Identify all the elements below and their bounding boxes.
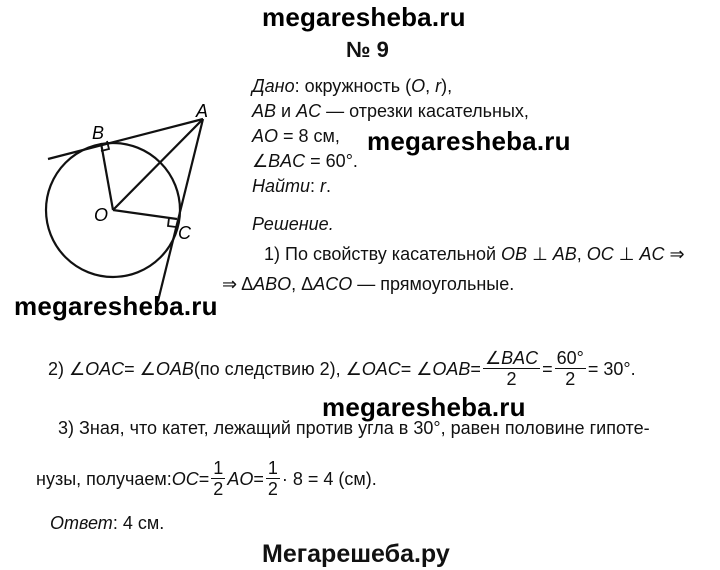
comma: , <box>576 244 587 264</box>
answer-label: Ответ <box>50 513 113 533</box>
step-3-line-1: 3) Зная, что катет, лежащий против угла в 30°, равен половине гипоте- <box>58 418 650 438</box>
var-oac: OAC <box>85 358 125 379</box>
denominator: 2 <box>267 479 278 499</box>
find-var: r <box>320 176 327 196</box>
var-ao: AO <box>252 126 279 146</box>
label-b: B <box>92 123 105 143</box>
numerator: 1 <box>267 458 278 478</box>
angle-symbol: ∠ <box>252 151 269 171</box>
var-ao: AO <box>227 468 254 489</box>
close-paren: ), <box>441 76 453 96</box>
numerator: 1 <box>213 458 224 478</box>
given-text: : окружность ( <box>294 76 412 96</box>
watermark-lower: megaresheba.ru <box>322 392 526 422</box>
given-line-2 <box>252 100 529 122</box>
result: = 30°. <box>587 358 636 379</box>
answer-line <box>50 512 164 534</box>
var-oc: OC <box>586 244 614 264</box>
step1-text: 1) По свойству касательной <box>264 244 502 264</box>
var-oac: OAC <box>361 358 401 379</box>
numerator: ∠BAC <box>484 348 539 368</box>
ao-value: = 8 см, <box>278 126 340 146</box>
denominator: 2 <box>565 369 576 389</box>
var-abo: ABO <box>253 274 292 294</box>
answer-value: : 4 см. <box>112 513 165 533</box>
var-ob: OB <box>501 244 528 264</box>
label-o: O <box>94 205 109 225</box>
step3-text: нузы, получаем: <box>36 468 172 489</box>
eq: = <box>470 358 481 379</box>
watermark-left: megaresheba.ru <box>14 291 218 321</box>
right-triangles-text: — прямоугольные. <box>352 274 515 294</box>
segment-ao <box>113 119 203 210</box>
given-line-1 <box>252 75 452 97</box>
var-ac: AC <box>296 101 322 121</box>
perp: ⊥ <box>613 244 640 264</box>
fraction-bac-over-2 <box>483 348 540 389</box>
label-a: A <box>196 101 209 121</box>
angle-value: = 60°. <box>305 151 358 171</box>
eq: = <box>542 358 553 379</box>
eq: = ∠ <box>400 358 433 379</box>
var-oab: OAB <box>155 358 194 379</box>
given-line-4 <box>252 150 358 172</box>
step2-start: 2) ∠ <box>48 358 86 379</box>
and-text: и <box>276 101 297 121</box>
var-ab: AB <box>252 101 277 121</box>
comma: , <box>291 274 302 294</box>
triangle-2: Δ <box>301 274 314 294</box>
var-ac: AC <box>639 244 665 264</box>
step-2 <box>48 348 636 389</box>
radius-oc <box>113 210 177 219</box>
tangent-ac <box>158 119 203 301</box>
implies: ⇒ <box>222 274 242 294</box>
step-3-line-2 <box>36 458 377 499</box>
tangent-ab <box>48 119 203 159</box>
var-r: r <box>435 76 442 96</box>
fraction-1-over-2 <box>211 458 225 499</box>
eq: = <box>253 468 264 489</box>
fraction-1-over-2 <box>266 458 280 499</box>
tangent-text: — отрезки касательных, <box>321 101 529 121</box>
given-label: Дано <box>252 76 295 96</box>
var-o: O <box>411 76 426 96</box>
var-bac: BAC <box>268 151 306 171</box>
sep: , <box>425 76 436 96</box>
geometry-figure <box>0 95 250 310</box>
triangle-1: Δ <box>241 274 254 294</box>
fraction-60-over-2 <box>555 348 586 389</box>
watermark-middle: megaresheba.ru <box>367 126 571 156</box>
perp: ⊥ <box>527 244 553 264</box>
eq: = ∠ <box>124 358 156 379</box>
eq: = <box>198 468 210 489</box>
corollary: (по следствию 2), ∠ <box>193 358 362 379</box>
solution-title: Решение. <box>252 214 334 234</box>
var-aco: ACO <box>313 274 353 294</box>
label-c: C <box>178 223 191 243</box>
given-line-3 <box>252 125 340 147</box>
numerator: 60° <box>556 348 584 368</box>
step-1-line-2 <box>222 273 514 295</box>
watermark-top: megaresheba.ru <box>262 2 466 32</box>
denominator: 2 <box>506 369 517 389</box>
var-oc: OC <box>171 468 199 489</box>
denominator: 2 <box>213 479 224 499</box>
var-ab: AB <box>552 244 577 264</box>
find-end: . <box>326 176 332 196</box>
find-line <box>252 175 331 197</box>
step-1-line-1 <box>264 243 685 265</box>
watermark-footer: Мегарешеба.ру <box>262 540 450 568</box>
result: · 8 = 4 (см). <box>281 468 377 489</box>
find-sep: : <box>310 176 321 196</box>
find-label: Найти <box>252 176 311 196</box>
implies: ⇒ <box>664 244 685 264</box>
var-oab: OAB <box>432 358 471 379</box>
problem-number: № 9 <box>346 37 389 62</box>
radius-ob <box>101 143 113 210</box>
